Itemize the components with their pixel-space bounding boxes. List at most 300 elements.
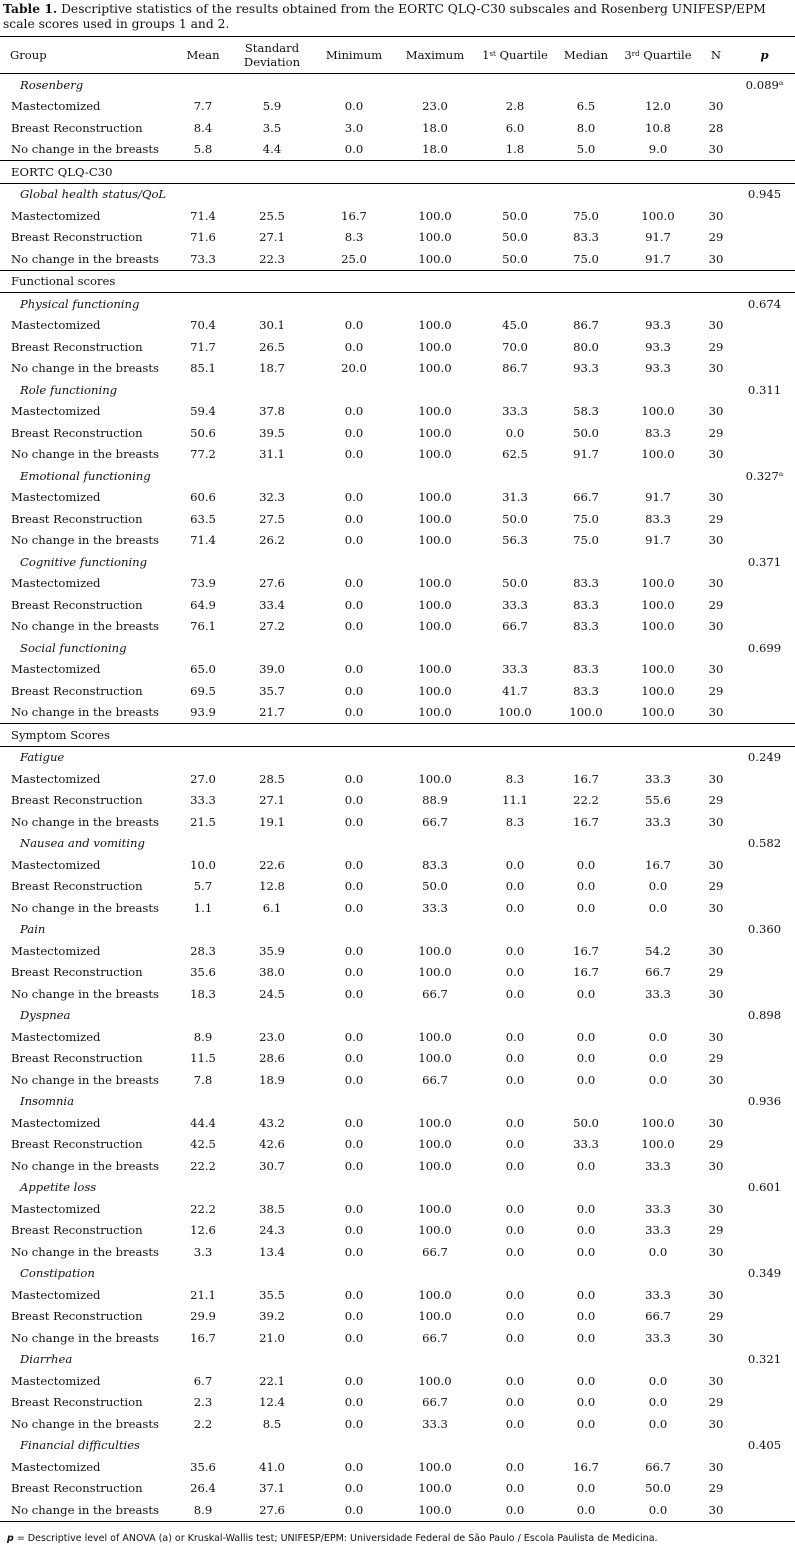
table-row: [0, 1026, 795, 1048]
cell-n: 30: [708, 943, 724, 958]
cell-n: 29: [708, 683, 724, 698]
cell-max: 100.0: [418, 230, 452, 245]
cell-q3: 100.0: [641, 447, 675, 462]
subscale-row: [0, 293, 795, 315]
subscale-label: Social functioning: [20, 640, 127, 655]
subscale-label: Role functioning: [20, 382, 118, 397]
cell-median: 0.0: [576, 1029, 596, 1044]
cell-median: 0.0: [576, 900, 596, 915]
cell-sd: 18.7: [259, 361, 285, 376]
cell-n: 30: [708, 900, 724, 915]
cell-n: 29: [708, 879, 724, 894]
cell-q3: 100.0: [641, 683, 675, 698]
cell-q3: 9.0: [648, 142, 668, 157]
table-row: [0, 1327, 795, 1349]
cell-p: [734, 768, 795, 790]
cell-min: 0.0: [344, 1459, 364, 1474]
cell-min: 0.0: [344, 1373, 364, 1388]
cell-q3: 33.3: [645, 986, 671, 1001]
subscale-row: [0, 74, 795, 96]
cell-max: 66.7: [422, 1395, 448, 1410]
group-label: No change in the breasts: [11, 361, 159, 376]
group-label: Breast Reconstruction: [11, 683, 143, 698]
p-value: 0.360: [747, 922, 782, 937]
table-row: [0, 1499, 795, 1521]
cell-sd: 27.6: [259, 576, 285, 591]
cell-mean: 71.7: [190, 339, 216, 354]
cell-sd: 25.5: [259, 208, 285, 223]
cell-max: 100.0: [418, 683, 452, 698]
cell-median: 0.0: [576, 1287, 596, 1302]
cell-p: [734, 1370, 795, 1392]
cell-median: 83.3: [573, 662, 599, 677]
cell-mean: 50.6: [190, 425, 216, 440]
cell-n: 30: [708, 318, 724, 333]
cell-mean: 6.7: [193, 1373, 213, 1388]
cell-sd: 39.5: [259, 425, 285, 440]
header-min: Minimum: [325, 48, 383, 62]
cell-sd: 26.2: [259, 533, 285, 548]
cell-p: [734, 573, 795, 595]
cell-max: 100.0: [418, 576, 452, 591]
group-label: No change in the breasts: [11, 1244, 159, 1259]
cell-max: 100.0: [418, 705, 452, 720]
header-sd: Standard Deviation: [243, 41, 301, 69]
footnote-p-symbol: p: [7, 1533, 14, 1544]
cell-n: 30: [708, 1158, 724, 1173]
cell-median: 0.0: [576, 1072, 596, 1087]
table-row: [0, 790, 795, 812]
cell-q3: 0.0: [648, 1373, 668, 1388]
table-row: [0, 336, 795, 358]
cell-p: [734, 702, 795, 724]
cell-n: 29: [708, 425, 724, 440]
footnote-text: = Descriptive level of ANOVA (a) or Kruskal-Wallis test; UNIFESP/EPM: Universidade Federal de São Paulo / Escola Paulista de Medicina.: [13, 1533, 658, 1544]
cell-sd: 24.3: [259, 1223, 285, 1238]
cell-q3: 33.3: [645, 771, 671, 786]
cell-min: 16.7: [341, 208, 367, 223]
cell-n: 29: [708, 965, 724, 980]
cell-sd: 38.0: [259, 965, 285, 980]
group-label: Mastectomized: [11, 490, 101, 505]
cell-median: 0.0: [576, 986, 596, 1001]
group-label: Mastectomized: [11, 857, 101, 872]
cell-n: 28: [708, 120, 724, 135]
cell-n: 30: [708, 99, 724, 114]
cell-p: [734, 983, 795, 1005]
cell-mean: 27.0: [190, 771, 216, 786]
cell-sd: 41.0: [259, 1459, 285, 1474]
cell-mean: 33.3: [190, 793, 216, 808]
cell-q1: 66.7: [502, 619, 528, 634]
table-row: [0, 1456, 795, 1478]
cell-max: 100.0: [418, 771, 452, 786]
cell-sd: 28.5: [259, 771, 285, 786]
cell-median: 0.0: [576, 1223, 596, 1238]
cell-q1: 0.0: [505, 425, 525, 440]
cell-q1: 0.0: [505, 1481, 525, 1496]
cell-sd: 23.0: [259, 1029, 285, 1044]
p-value: 0.945: [747, 187, 782, 202]
cell-n: 30: [708, 447, 724, 462]
p-value: 0.405: [747, 1438, 782, 1453]
cell-sd: 18.9: [259, 1072, 285, 1087]
table-row: [0, 616, 795, 638]
p-value: 0.601: [747, 1180, 782, 1195]
cell-mean: 2.2: [193, 1416, 213, 1431]
subscale-row: [0, 833, 795, 855]
section-label: EORTC QLQ-C30: [11, 164, 113, 179]
cell-p: [734, 1327, 795, 1349]
cell-p: [734, 680, 795, 702]
subscale-row: [0, 1435, 795, 1457]
cell-min: 25.0: [341, 251, 367, 266]
cell-sd: 22.1: [259, 1373, 285, 1388]
cell-max: 100.0: [418, 361, 452, 376]
table-row: [0, 487, 795, 509]
cell-max: 100.0: [418, 339, 452, 354]
cell-min: 0.0: [344, 814, 364, 829]
subscale-label: Pain: [20, 922, 46, 937]
cell-q3: 10.8: [645, 120, 671, 135]
cell-max: 100.0: [418, 447, 452, 462]
cell-max: 100.0: [418, 251, 452, 266]
cell-p: [734, 422, 795, 444]
cell-q1: 100.0: [498, 705, 532, 720]
cell-sd: 22.3: [259, 251, 285, 266]
cell-mean: 8.9: [193, 1029, 213, 1044]
group-label: Mastectomized: [11, 404, 101, 419]
cell-n: 29: [708, 1223, 724, 1238]
cell-p: [734, 1026, 795, 1048]
cell-sd: 42.6: [259, 1137, 285, 1152]
subscale-row: [0, 379, 795, 401]
cell-q3: 100.0: [641, 1115, 675, 1130]
cell-sd: 22.6: [259, 857, 285, 872]
cell-p: [734, 1198, 795, 1220]
cell-p: [734, 96, 795, 118]
cell-sd: 24.5: [259, 986, 285, 1001]
cell-q1: 33.3: [502, 404, 528, 419]
group-label: No change in the breasts: [11, 142, 159, 157]
cell-median: 86.7: [573, 318, 599, 333]
cell-p: [734, 358, 795, 380]
p-value: 0.089ᵃ: [745, 77, 784, 92]
cell-n: 30: [708, 814, 724, 829]
cell-median: 58.3: [573, 404, 599, 419]
cell-q3: 0.0: [648, 1072, 668, 1087]
table-row: [0, 573, 795, 595]
table-row: [0, 205, 795, 227]
table-row: [0, 940, 795, 962]
subscale-label: Rosenberg: [20, 77, 84, 92]
subscale-row: [0, 465, 795, 487]
cell-p: [734, 248, 795, 270]
cell-sd: 35.9: [259, 943, 285, 958]
cell-mean: 22.2: [190, 1158, 216, 1173]
cell-n: 29: [708, 1137, 724, 1152]
header-group: Group: [10, 48, 47, 62]
cell-q3: 100.0: [641, 705, 675, 720]
group-label: No change in the breasts: [11, 447, 159, 462]
cell-p: [734, 1048, 795, 1070]
cell-q1: 0.0: [505, 1244, 525, 1259]
cell-q3: 66.7: [645, 965, 671, 980]
p-value: 0.582: [747, 836, 782, 851]
cell-max: 100.0: [418, 404, 452, 419]
group-label: No change in the breasts: [11, 533, 159, 548]
cell-n: 30: [708, 1416, 724, 1431]
cell-mean: 73.9: [190, 576, 216, 591]
subscale-row: [0, 1005, 795, 1027]
group-label: No change in the breasts: [11, 986, 159, 1001]
cell-q1: 0.0: [505, 1502, 525, 1517]
cell-q3: 33.3: [645, 1330, 671, 1345]
cell-min: 0.0: [344, 99, 364, 114]
cell-median: 83.3: [573, 683, 599, 698]
group-label: Breast Reconstruction: [11, 339, 143, 354]
table-row: [0, 1413, 795, 1435]
cell-p: [734, 336, 795, 358]
cell-median: 16.7: [573, 965, 599, 980]
cell-max: 66.7: [422, 1244, 448, 1259]
subscale-row: [0, 1263, 795, 1285]
cell-min: 20.0: [341, 361, 367, 376]
cell-min: 0.0: [344, 705, 364, 720]
cell-n: 29: [708, 511, 724, 526]
table-row: [0, 248, 795, 270]
table-row: [0, 1198, 795, 1220]
subscale-label: Diarrhea: [20, 1352, 73, 1367]
cell-max: 50.0: [422, 879, 448, 894]
cell-mean: 42.5: [190, 1137, 216, 1152]
cell-n: 30: [708, 1244, 724, 1259]
group-label: No change in the breasts: [11, 251, 159, 266]
cell-max: 100.0: [418, 1158, 452, 1173]
subscale-label: Insomnia: [20, 1094, 75, 1109]
table-row: [0, 96, 795, 118]
cell-median: 0.0: [576, 879, 596, 894]
cell-min: 0.0: [344, 447, 364, 462]
cell-p: [734, 897, 795, 919]
group-label: Mastectomized: [11, 1115, 101, 1130]
cell-q3: 100.0: [641, 208, 675, 223]
cell-mean: 22.2: [190, 1201, 216, 1216]
cell-p: [734, 508, 795, 530]
cell-p: [734, 1069, 795, 1091]
cell-min: 0.0: [344, 597, 364, 612]
cell-median: 16.7: [573, 814, 599, 829]
cell-max: 100.0: [418, 1115, 452, 1130]
subscale-row: [0, 746, 795, 768]
cell-p: [734, 117, 795, 139]
cell-q3: 83.3: [645, 511, 671, 526]
cell-median: 0.0: [576, 1051, 596, 1066]
cell-min: 0.0: [344, 1502, 364, 1517]
cell-sd: 33.4: [259, 597, 285, 612]
cell-mean: 21.1: [190, 1287, 216, 1302]
cell-max: 100.0: [418, 511, 452, 526]
cell-median: 93.3: [573, 361, 599, 376]
cell-max: 23.0: [422, 99, 448, 114]
cell-min: 0.0: [344, 425, 364, 440]
table-row: [0, 680, 795, 702]
cell-n: 30: [708, 1201, 724, 1216]
table-row: [0, 1284, 795, 1306]
cell-q1: 8.3: [505, 814, 525, 829]
cell-min: 0.0: [344, 771, 364, 786]
cell-q1: 2.8: [505, 99, 525, 114]
cell-n: 30: [708, 208, 724, 223]
cell-n: 30: [708, 490, 724, 505]
cell-n: 30: [708, 662, 724, 677]
cell-q1: 0.0: [505, 1029, 525, 1044]
cell-min: 0.0: [344, 943, 364, 958]
subscale-row: [0, 551, 795, 573]
cell-n: 30: [708, 1373, 724, 1388]
cell-q1: 33.3: [502, 597, 528, 612]
cell-n: 30: [708, 361, 724, 376]
cell-median: 91.7: [573, 447, 599, 462]
cell-median: 0.0: [576, 1502, 596, 1517]
cell-median: 83.3: [573, 619, 599, 634]
cell-q3: 100.0: [641, 662, 675, 677]
cell-median: 83.3: [573, 597, 599, 612]
cell-q1: 8.3: [505, 771, 525, 786]
table-row: [0, 139, 795, 161]
cell-max: 100.0: [418, 490, 452, 505]
cell-p: [734, 594, 795, 616]
cell-q3: 100.0: [641, 576, 675, 591]
header-q1: 1st Quartile: [482, 48, 548, 62]
subscale-label: Global health status/QoL: [20, 187, 167, 202]
table-caption: [3, 1, 791, 32]
table-row: [0, 811, 795, 833]
table-row: [0, 1306, 795, 1328]
cell-mean: 35.6: [190, 1459, 216, 1474]
cell-mean: 16.7: [190, 1330, 216, 1345]
p-value: 0.674: [747, 296, 782, 311]
cell-min: 0.0: [344, 1416, 364, 1431]
cell-sd: 3.5: [262, 120, 282, 135]
cell-min: 0.0: [344, 1051, 364, 1066]
cell-q3: 100.0: [641, 597, 675, 612]
cell-q1: 0.0: [505, 1416, 525, 1431]
cell-q1: 0.0: [505, 1459, 525, 1474]
cell-n: 29: [708, 1481, 724, 1496]
cell-mean: 1.1: [193, 900, 213, 915]
cell-min: 0.0: [344, 1072, 364, 1087]
cell-max: 66.7: [422, 1072, 448, 1087]
cell-mean: 18.3: [190, 986, 216, 1001]
cell-mean: 71.6: [190, 230, 216, 245]
cell-p: [734, 227, 795, 249]
cell-max: 100.0: [418, 662, 452, 677]
cell-q1: 0.0: [505, 1373, 525, 1388]
cell-n: 29: [708, 793, 724, 808]
cell-max: 100.0: [418, 1137, 452, 1152]
cell-sd: 19.1: [259, 814, 285, 829]
cell-p: [734, 659, 795, 681]
table-footnote: [7, 1533, 658, 1544]
cell-q1: 45.0: [502, 318, 528, 333]
cell-q1: 0.0: [505, 1330, 525, 1345]
cell-sd: 37.1: [259, 1481, 285, 1496]
cell-p: [734, 962, 795, 984]
cell-min: 0.0: [344, 1330, 364, 1345]
cell-q3: 93.3: [645, 361, 671, 376]
cell-q1: 86.7: [502, 361, 528, 376]
cell-mean: 85.1: [190, 361, 216, 376]
cell-mean: 71.4: [190, 208, 216, 223]
cell-median: 75.0: [573, 533, 599, 548]
cell-q1: 0.0: [505, 900, 525, 915]
cell-min: 0.0: [344, 1115, 364, 1130]
cell-median: 6.5: [576, 99, 596, 114]
cell-n: 30: [708, 404, 724, 419]
cell-max: 100.0: [418, 943, 452, 958]
group-label: Breast Reconstruction: [11, 793, 143, 808]
cell-min: 0.0: [344, 511, 364, 526]
cell-q1: 0.0: [505, 1395, 525, 1410]
group-label: Breast Reconstruction: [11, 511, 143, 526]
cell-max: 100.0: [418, 619, 452, 634]
cell-p: [734, 401, 795, 423]
subscale-row: [0, 183, 795, 205]
subscale-label: Emotional functioning: [20, 468, 151, 483]
cell-n: 30: [708, 857, 724, 872]
group-label: Breast Reconstruction: [11, 120, 143, 135]
table-row: [0, 594, 795, 616]
cell-max: 18.0: [422, 142, 448, 157]
cell-max: 100.0: [418, 1223, 452, 1238]
cell-n: 29: [708, 1309, 724, 1324]
cell-q1: 41.7: [502, 683, 528, 698]
cell-mean: 11.5: [190, 1051, 216, 1066]
cell-sd: 31.1: [259, 447, 285, 462]
group-label: Breast Reconstruction: [11, 1137, 143, 1152]
table-row: [0, 1112, 795, 1134]
cell-median: 0.0: [576, 857, 596, 872]
cell-median: 100.0: [569, 705, 603, 720]
cell-q3: 100.0: [641, 404, 675, 419]
cell-mean: 60.6: [190, 490, 216, 505]
group-label: No change in the breasts: [11, 705, 159, 720]
cell-q1: 50.0: [502, 208, 528, 223]
table-row: [0, 1134, 795, 1156]
subscale-label: Cognitive functioning: [20, 554, 148, 569]
section-row: [0, 270, 795, 293]
cell-sd: 4.4: [262, 142, 282, 157]
cell-n: 29: [708, 597, 724, 612]
cell-min: 0.0: [344, 1201, 364, 1216]
cell-min: 0.0: [344, 619, 364, 634]
cell-mean: 44.4: [190, 1115, 216, 1130]
cell-q1: 0.0: [505, 943, 525, 958]
header-max: Maximum: [405, 48, 465, 62]
section-label: Functional scores: [11, 274, 116, 289]
cell-mean: 70.4: [190, 318, 216, 333]
table-row: [0, 401, 795, 423]
cell-mean: 2.3: [193, 1395, 213, 1410]
cell-mean: 64.9: [190, 597, 216, 612]
cell-p: [734, 940, 795, 962]
table-row: [0, 768, 795, 790]
group-label: Breast Reconstruction: [11, 1223, 143, 1238]
cell-q1: 0.0: [505, 1115, 525, 1130]
cell-min: 0.0: [344, 1481, 364, 1496]
cell-q3: 0.0: [648, 879, 668, 894]
